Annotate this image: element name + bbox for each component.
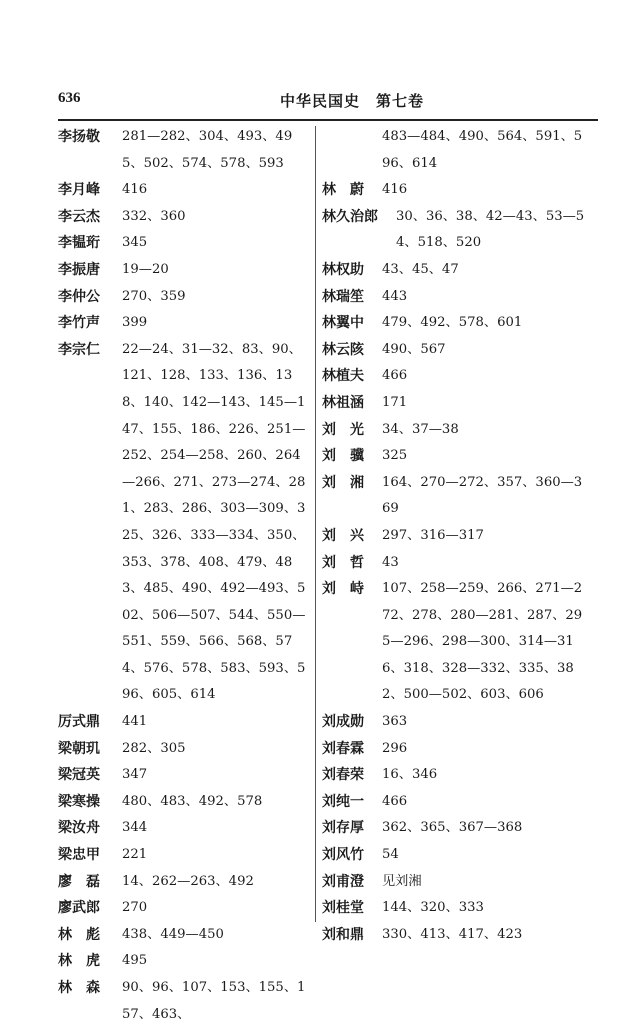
index-entry [58,177,310,204]
entry-pages: 466 [382,368,408,384]
index-entry [58,230,310,257]
entry-name: 林祖涵 [322,394,364,411]
entry-pages: 107、258—259、266、271—272、278、280—281、287、295—296、298—300、314—316、318、328—332、335、382、500—502、603、606 [382,581,583,703]
entry-pages: 14、262—263、492 [122,873,254,889]
entry-pages: 483—484、490、564、591、596、614 [382,129,583,171]
index-entry [322,470,590,523]
entry-name: 林 虎 [58,953,100,970]
index-entry [322,736,590,763]
entry-pages: 325 [382,448,408,464]
index-column-right [322,124,590,948]
header-rule [58,119,598,121]
entry-pages: 34、37—38 [382,421,459,437]
index-entry [58,948,310,975]
entry-name: 林久治郎 [322,208,378,225]
entry-name: 刘存厚 [322,820,364,837]
entry-name: 刘甫澄 [322,873,364,890]
index-entry [322,869,590,896]
column-divider [315,126,316,922]
index-entry [322,204,590,257]
index-entry [322,576,590,709]
index-entry [58,762,310,789]
entry-name: 林 森 [58,980,100,996]
entry-pages: 443 [382,288,408,304]
entry-name: 廖 磊 [58,873,100,890]
index-entry [322,417,590,444]
index-entry [322,815,590,842]
index-entry [322,257,590,284]
index-entry [322,709,590,736]
index-entry [58,922,310,949]
entry-name: 李宗仁 [58,341,100,358]
entry-pages: 479、492、578、601 [382,315,523,331]
entry-pages: 362、365、367—368 [382,820,523,836]
index-entry [322,363,590,390]
index-entry [322,523,590,550]
index-entry [322,443,590,470]
entry-name: 廖武郎 [58,900,100,917]
index-entry [58,204,310,231]
entry-pages: 19—20 [122,261,169,277]
index-entry [58,869,310,896]
index-entry [58,975,310,1028]
entry-pages: 441 [122,714,148,730]
index-entry [58,842,310,869]
entry-name: 梁朝玑 [58,740,100,757]
entry-name: 刘 哲 [322,554,364,571]
entry-name: 刘 骥 [322,448,364,465]
entry-name: 刘纯一 [322,793,364,810]
entry-name: 李仲公 [58,288,100,305]
entry-pages: 281—282、304、493、495、502、574、578、593 [122,129,293,171]
entry-name: 梁冠英 [58,767,100,784]
entry-pages: 438、449—450 [122,926,224,942]
entry-name: 厉式鼎 [58,714,100,731]
index-entry [322,310,590,337]
entry-name: 梁寒操 [58,793,100,810]
entry-name: 刘 湘 [322,474,364,491]
entry-name: 刘 光 [322,421,364,438]
index-entry [322,922,590,949]
entry-name: 李扬敬 [58,129,100,145]
entry-pages: 297、316—317 [382,527,484,543]
entry-pages: 43、45、47 [382,261,459,277]
index-entry [58,709,310,736]
entry-pages: 22—24、31—32、83、90、121、128、133、136、138、140、142—143、145—147、155、186、226、251—252、254—258、260、264—266、271、273—274、281、283、286、303—309、325、326、333—334、350、353、378、408、479、483、485、490、492—493、502、506—507、544、550—551、559、566、568、574、576、578、583、593、596、605、614 [122,341,306,703]
index-entry [322,284,590,311]
entry-pages: 344 [122,820,148,836]
entry-name: 刘春荣 [322,767,364,784]
index-entry [58,789,310,816]
page-header [58,90,598,118]
entry-pages: 416 [122,182,148,198]
entry-pages: 282、305 [122,740,186,756]
entry-name: 林云陔 [322,341,364,358]
index-entry [322,895,590,922]
entry-pages: 416 [382,182,408,198]
entry-name: 刘春霖 [322,740,364,757]
entry-name: 李竹声 [58,315,100,332]
entry-name: 刘和鼎 [322,926,364,943]
index-entry [322,762,590,789]
entry-pages: 见刘湘 [382,873,422,889]
entry-name: 刘成勋 [322,714,364,731]
entry-pages: 490、567 [382,341,446,357]
entry-name: 刘风竹 [322,847,364,864]
index-entry [58,337,310,709]
index-entry [58,815,310,842]
entry-pages: 43 [382,554,399,570]
entry-pages: 399 [122,315,148,331]
index-column-left [58,124,310,1028]
entry-name: 刘桂堂 [322,900,364,917]
entry-name: 林 彪 [58,926,100,943]
entry-pages: 330、413、417、423 [382,926,523,942]
book-title: 中华民国史 第七卷 [280,92,425,110]
entry-name: 林翼中 [322,315,364,332]
entry-pages: 347 [122,767,148,783]
index-entry [322,177,590,204]
entry-name: 李振唐 [58,261,100,278]
index-entry [322,789,590,816]
entry-name: 梁汝舟 [58,820,100,837]
entry-pages: 16、346 [382,767,438,783]
entry-pages: 296 [382,740,408,756]
entry-name: 林权助 [322,261,364,278]
entry-pages: 270 [122,900,148,916]
entry-pages: 345 [122,235,148,251]
entry-name: 梁忠甲 [58,847,100,864]
entry-pages: 466 [382,793,408,809]
entry-pages: 480、483、492、578 [122,793,263,809]
index-entry [58,257,310,284]
entry-pages: 171 [382,394,408,410]
index-entry [58,895,310,922]
index-entry [58,736,310,763]
index-entry-continuation [322,124,590,177]
entry-pages: 54 [382,847,399,863]
index-entry [58,284,310,311]
index-entry [58,310,310,337]
index-entry [58,124,310,177]
entry-pages: 270、359 [122,288,186,304]
index-entry [322,390,590,417]
entry-pages: 495 [122,953,148,969]
entry-name: 林瑞笙 [322,288,364,305]
entry-pages: 90、96、107、153、155、157、463、 [122,980,306,1022]
entry-name: 刘 峙 [322,581,364,598]
entry-name: 林 蔚 [322,182,364,199]
entry-pages: 30、36、38、42—43、53—54、518、520 [396,208,585,251]
entry-name: 李韫珩 [58,235,100,252]
entry-pages: 221 [122,847,148,863]
index-entry [322,842,590,869]
entry-name: 林植夫 [322,368,364,385]
entry-name: 刘 兴 [322,527,364,544]
index-entry [322,337,590,364]
entry-pages: 332、360 [122,208,186,224]
entry-pages: 144、320、333 [382,900,484,916]
entry-name: 李月峰 [58,182,100,199]
entry-pages: 363 [382,714,408,730]
page-number: 636 [58,90,81,106]
entry-name: 李云杰 [58,208,100,225]
entry-pages: 164、270—272、357、360—369 [382,474,583,517]
index-entry [322,550,590,577]
